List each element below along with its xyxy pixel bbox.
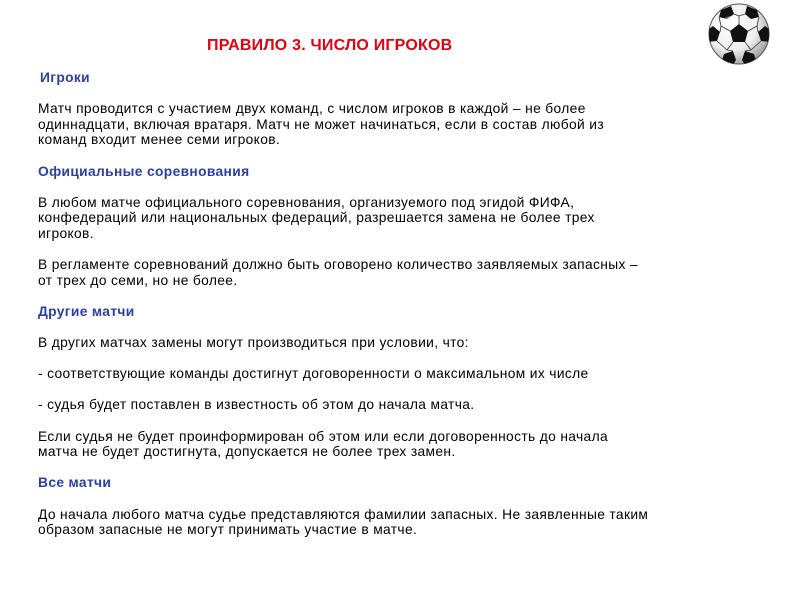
paragraph-other-agreement: - соответствующие команды достигнут договоренности о максимальном их числе [38,366,589,382]
paragraph-other-fallback: Если судья не будет проинформирован об этом или если договоренность до начала матча не будет достигнута, допускается не более трех замен. [38,428,608,460]
slide-content [38,70,796,538]
paragraph-official-reserves: В регламенте соревнований должно быть оговорено количество заявляемых запасных – от трех до семи, но не более. [38,257,638,288]
paragraph-official-substitutions: В любом матче официального соревнования, организуемого под эгидой ФИФА, конфедераций или национальных федераций, разрешается замена не более трех игроков. [38,194,595,241]
heading-players: Игроки [40,70,91,85]
heading-official-competitions: Официальные соревнования [38,163,250,179]
heading-other-matches: Другие матчи [38,303,135,319]
paragraph-other-condition: В других матчах замены могут производиться при условии, что: [38,335,469,351]
soccer-ball-icon [707,2,771,66]
paragraph-all-matches: До начала любого матча судье представляются фамилии запасных. Не заявленные таким образом запасные не могут принимать участие в матче. [38,506,649,538]
slide-title: ПРАВИЛО 3. ЧИСЛО ИГРОКОВ [207,37,453,54]
paragraph-other-referee-informed: - судья будет поставлен в известность об этом до начала матча. [38,397,475,413]
paragraph-players: Матч проводится с участием двух команд, с числом игроков в каждой – не более одиннадцати, включая вратаря. Матч не может начинаться, если в состав любой из команд входит менее семи игроков. [38,101,604,148]
heading-all-matches: Все матчи [38,475,112,491]
